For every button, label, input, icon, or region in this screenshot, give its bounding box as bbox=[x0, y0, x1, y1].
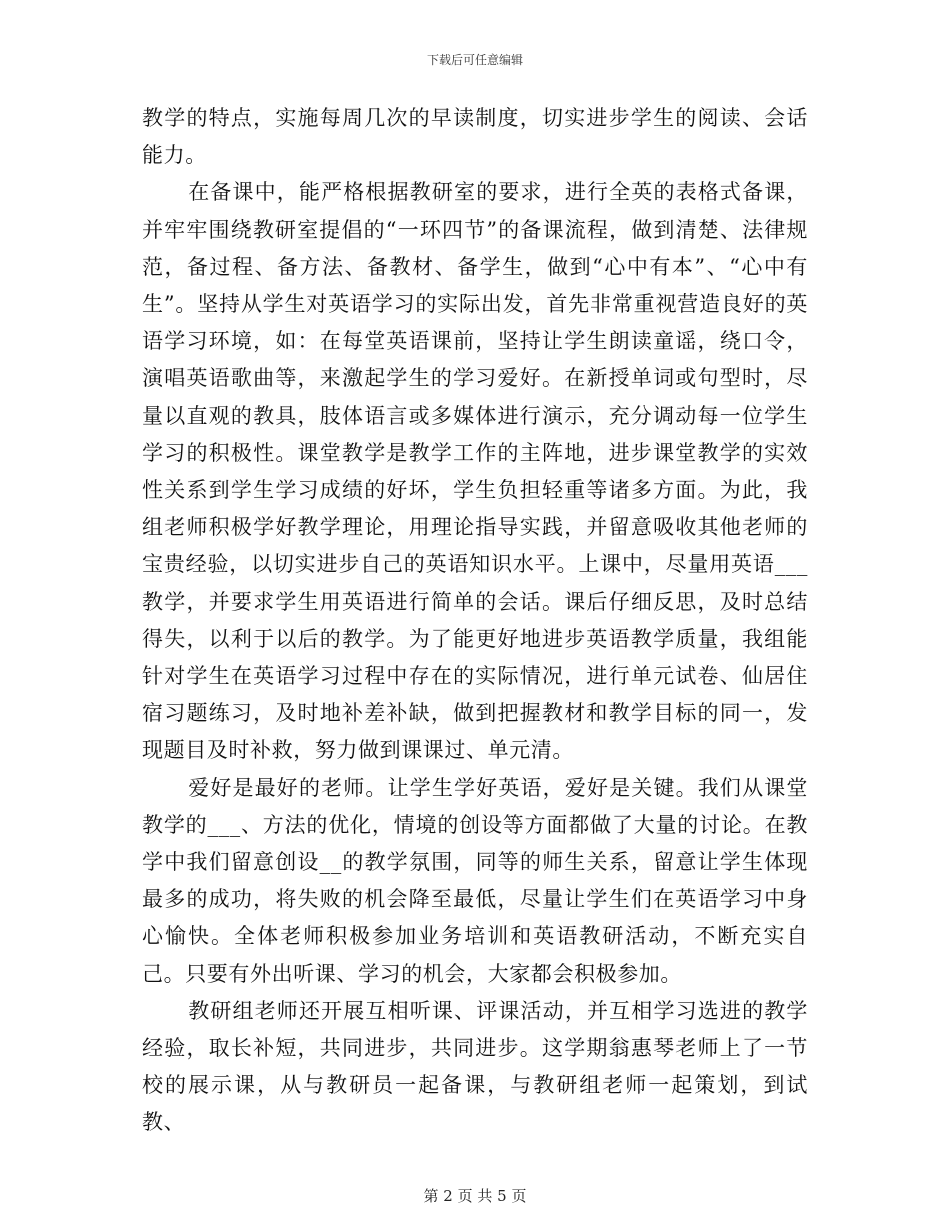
document-body bbox=[142, 100, 808, 1142]
paragraph-4: 教研组老师还开展互相听课、评课活动，并互相学习选进的教学经验，取长补短，共同进步，共同进步。这学期翁惠琴老师上了一节校的展示课，从与教研员一起备课，与教研组老师一起策划，到试教、 bbox=[142, 998, 808, 1135]
page-header: 下载后可任意编辑 bbox=[426, 53, 523, 67]
paragraph-2: 在备课中，能严格根据教研室的要求，进行全英的表格式备课，并牢牢围绕教研室提倡的“一环四节”的备课流程，做到清楚、法律规范，备过程、备方法、备教材、备学生，做到“心中有本”、“心中有生”。坚持从学生对英语学习的实际出发，首先非常重视营造良好的英语学习环境，如：在每堂英语课前，坚持让学生朗读童谣，绕口令，演唱英语歌曲等，来激起学生的学习爱好。在新授单词或句型时，尽量以直观的教具，肢体语言或多媒体进行演示，充分调动每一位学生学习的积极性。课堂教学是教学工作的主阵地，进步课堂教学的实效性关系到学生学习成绩的好坏，学生负担轻重等诸多方面。为此，我组老师积极学好教学理论，用理论指导实践，并留意吸收其他老师的宝贵经验，以切实进步自己的英语知识水平。上课中，尽量用英语___教学，并要求学生用英语进行简单的会话。课后仔细反思，及时总结得失，以利于以后的教学。为了能更好地进步英语教学质量，我组能针对学生在英语学习过程中存在的实际情况，进行单元试卷、仙居住宿习题练习，及时地补差补缺，做到把握教材和教学目标的同一，发现题目及时补救，努力做到课课过、单元清。 bbox=[142, 180, 808, 763]
page-number-footer: 第 2 页 共 5 页 bbox=[423, 1187, 527, 1205]
paragraph-1: 教学的特点，实施每周几次的早读制度，切实进步学生的阅读、会话能力。 bbox=[142, 106, 808, 168]
paragraph-3: 爱好是最好的老师。让学生学好英语，爱好是关键。我们从课堂教学的___、方法的优化，情境的创设等方面都做了大量的讨论。在教学中我们留意创设__的教学氛围，同等的师生关系，留意让学生体现最多的成功，将失败的机会降至最低，尽量让学生们在英语学习中身心愉快。全体老师积极参加业务培训和英语教研活动，不断充实自己。只要有外出听课、学习的机会，大家都会积极参加。 bbox=[142, 775, 808, 986]
